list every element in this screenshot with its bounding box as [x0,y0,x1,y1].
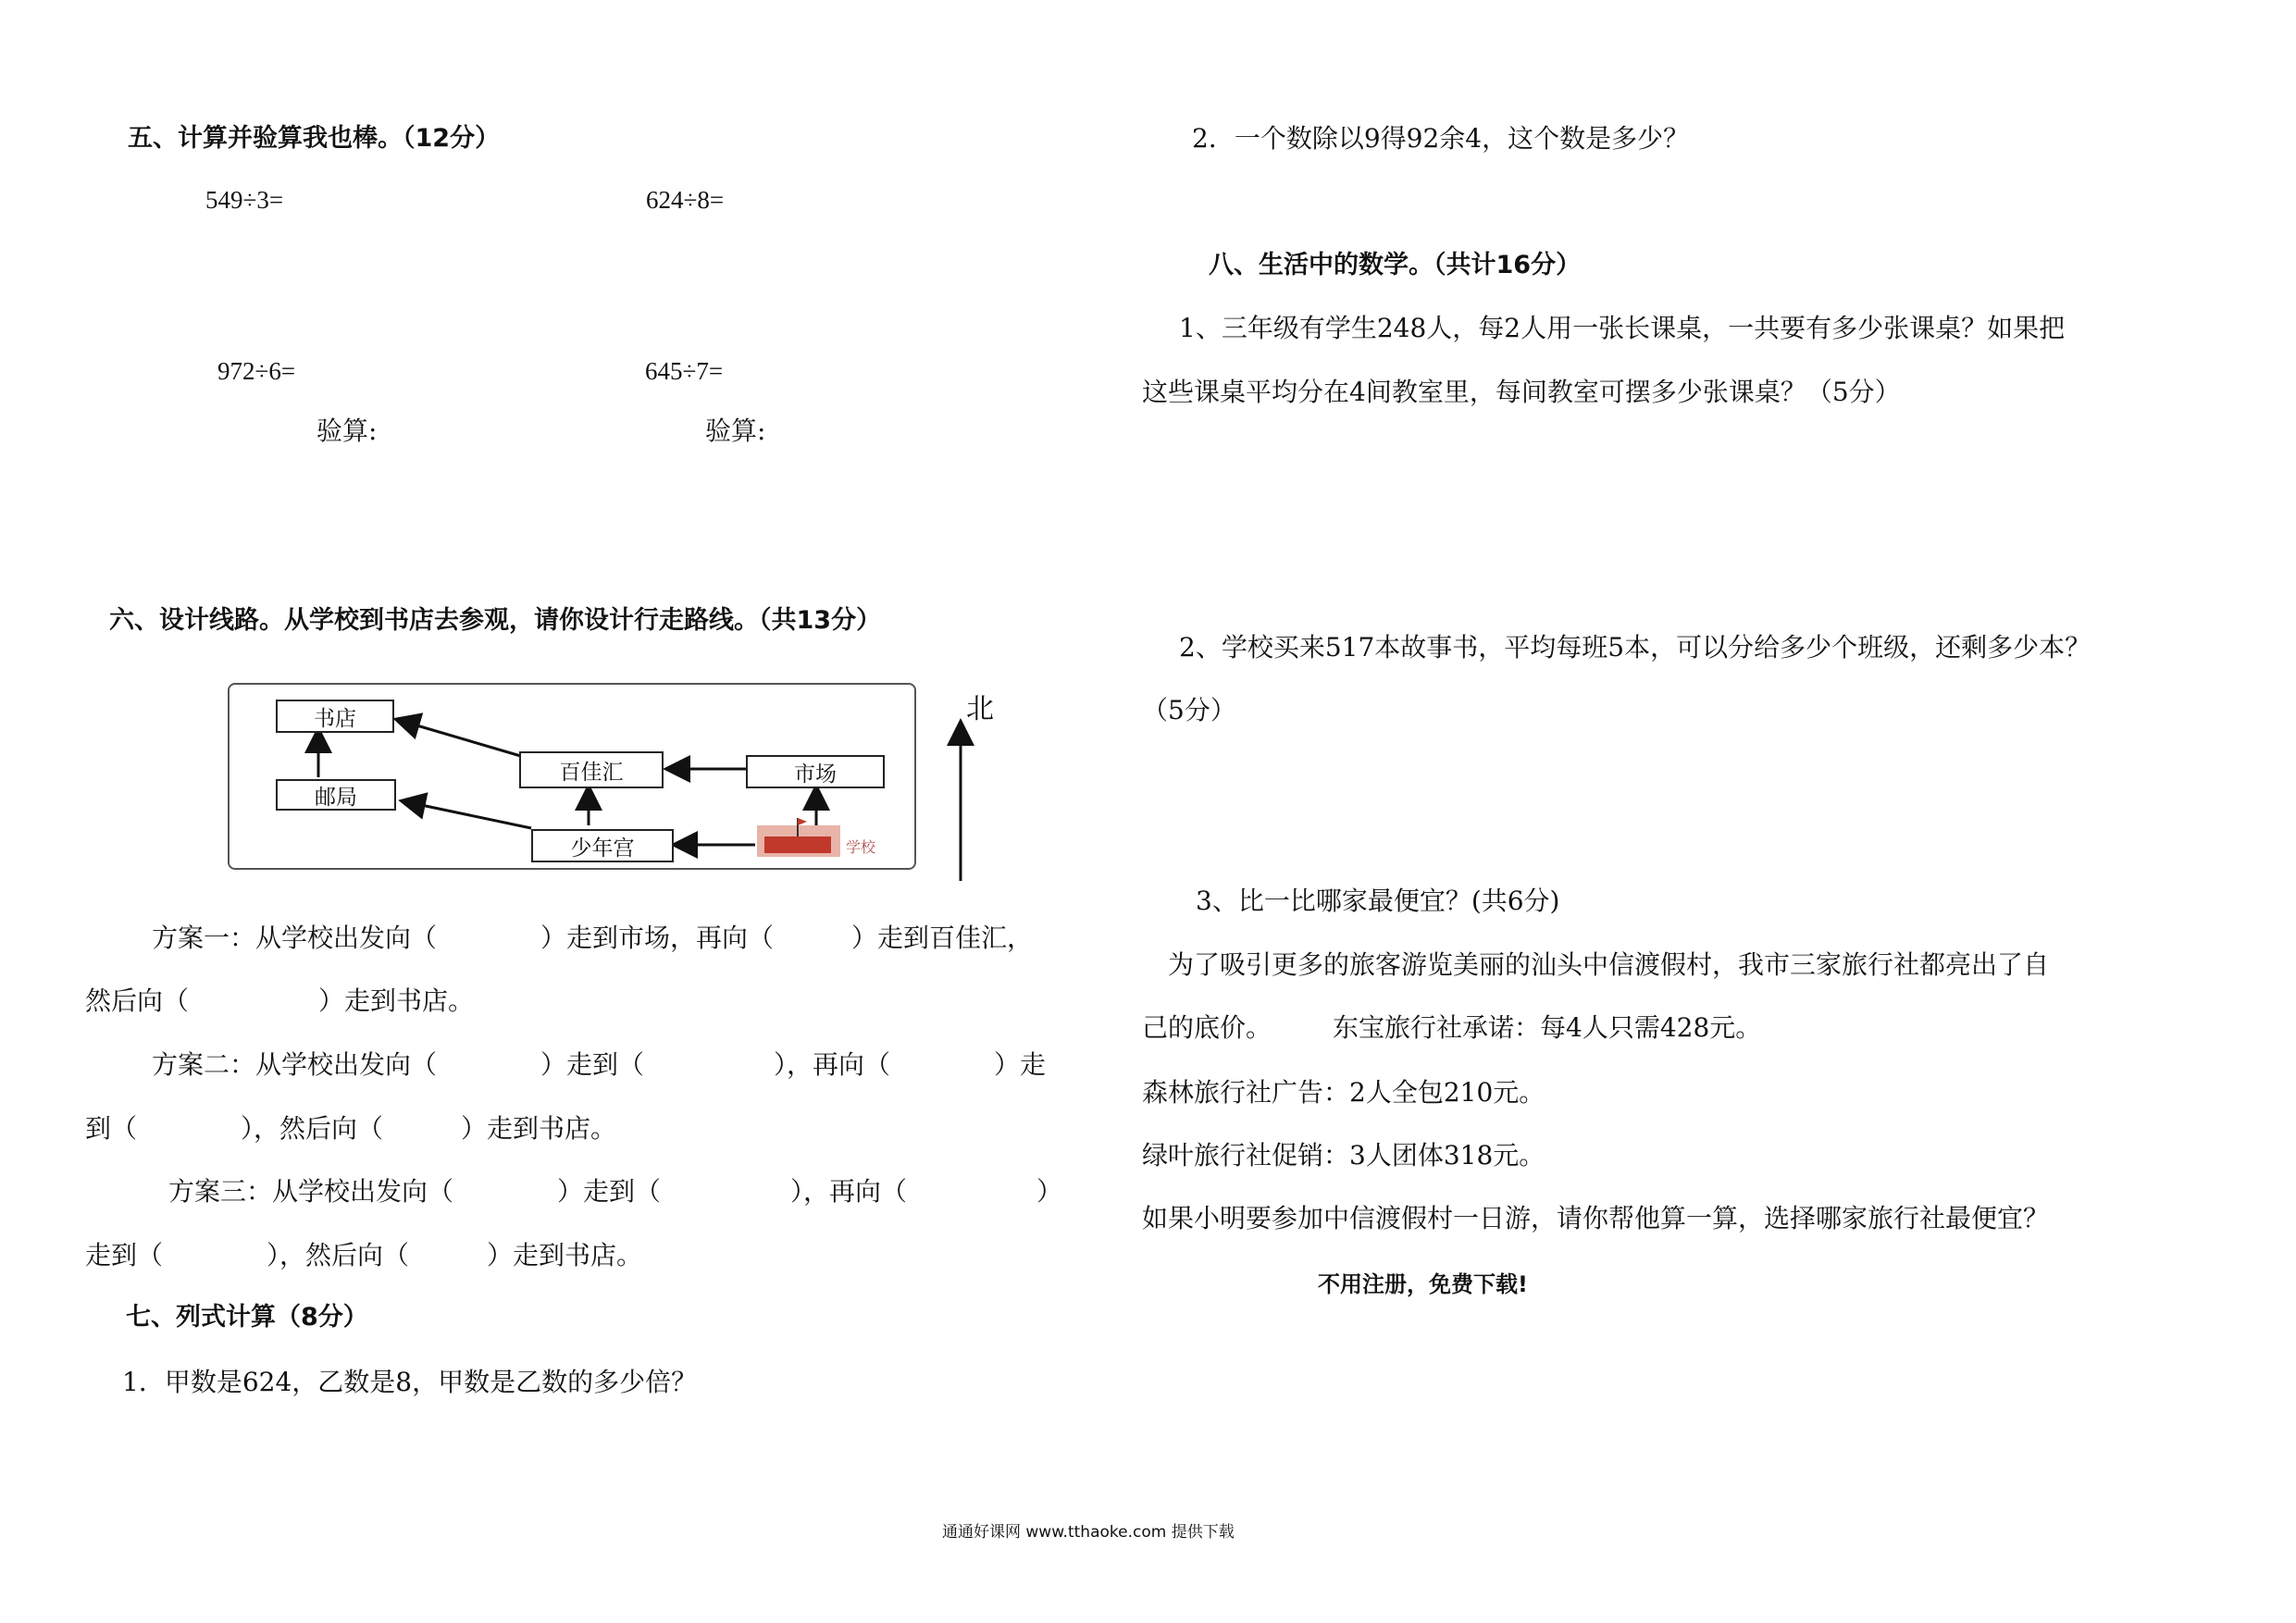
sec7-q1: 1．甲数是624，乙数是8，甲数是乙数的多少倍？ [122,1367,698,1397]
plan1-line2: 然后向（ ）走到书店。 [85,985,475,1016]
section-5-title: 五、计算并验算我也棒。（12分） [128,124,501,153]
sec8-q1-line2: 这些课桌平均分在4间教室里，每间教室可摆多少张课桌？（5分） [1142,377,1901,407]
calc-item: 624÷8= [646,186,725,214]
calc-item: 645÷7= [645,357,724,385]
sec8-q3-p2: 己的底价。 [1142,1012,1272,1043]
sec8-q2-line1: 2、学校买来517本故事书，平均每班5本，可以分给多少个班级，还剩多少本？ [1179,632,2091,663]
section-6-title: 六、设计线路。从学校到书店去参观，请你设计行走路线。（共13分） [109,606,882,635]
map-market: 市场 [746,755,885,788]
sec8-q3-p2b: 东宝旅行社承诺：每4人只需428元。 [1333,1012,1762,1043]
promo-text: 不用注册，免费下载! [1318,1271,1528,1297]
north-label: 北 [966,693,994,725]
plan3-line1: 方案三：从学校出发向（ ）走到（ ），再向（ ） [168,1176,1063,1207]
sec8-q3-p1: 为了吸引更多的旅客游览美丽的汕头中信渡假村，我市三家旅行社都亮出了自 [1168,949,2050,980]
map-bookstore: 书店 [276,700,394,733]
arrow-youth-post [403,801,531,828]
map-school-label: 学校 [846,838,876,856]
calc-item: 972÷6= [217,357,296,385]
sec8-q2-line2: （5分） [1142,695,1236,725]
plan2-line2: 到（ ），然后向（ ）走到书店。 [85,1113,617,1144]
calc-item: 549÷3= [205,186,284,214]
map-mall: 百佳汇 [519,751,664,788]
footer-credit: 通通好课网 www.tthaoke.com 提供下载 [942,1523,1235,1542]
plan2-line1: 方案二：从学校出发向（ ）走到（ ），再向（ ）走 [152,1049,1047,1080]
section-7-title: 七、列式计算（8分） [126,1303,368,1332]
map-youthpalace: 少年宫 [531,829,674,862]
sec8-q3-p4: 绿叶旅行社促销：3人团体318元。 [1142,1140,1545,1171]
check-label: 验算: [316,415,378,446]
plan1-line1: 方案一：从学校出发向（ ）走到市场，再向（ ）走到百佳汇， [152,923,1034,953]
map-postoffice: 邮局 [276,779,396,811]
plan3-line2: 走到（ ），然后向（ ）走到书店。 [85,1240,643,1270]
check-label: 验算: [705,415,766,446]
section-8-title: 八、生活中的数学。（共计16分） [1209,251,1582,279]
sec8-q1-line1: 1、三年级有学生248人，每2人用一张长课桌，一共要有多少张课桌？如果把 [1179,313,2066,343]
sec7-q2: 2．一个数除以9得92余4，这个数是多少？ [1192,123,1690,154]
sec8-q3-p3: 森林旅行社广告：2人全包210元。 [1142,1077,1545,1108]
sec8-q3-title: 3、比一比哪家最便宜？(共6分) [1196,886,1560,916]
arrow-mall-book [398,720,524,757]
sec8-q3-p5: 如果小明要参加中信渡假村一日游，请你帮他算一算，选择哪家旅行社最便宜？ [1142,1203,2050,1233]
